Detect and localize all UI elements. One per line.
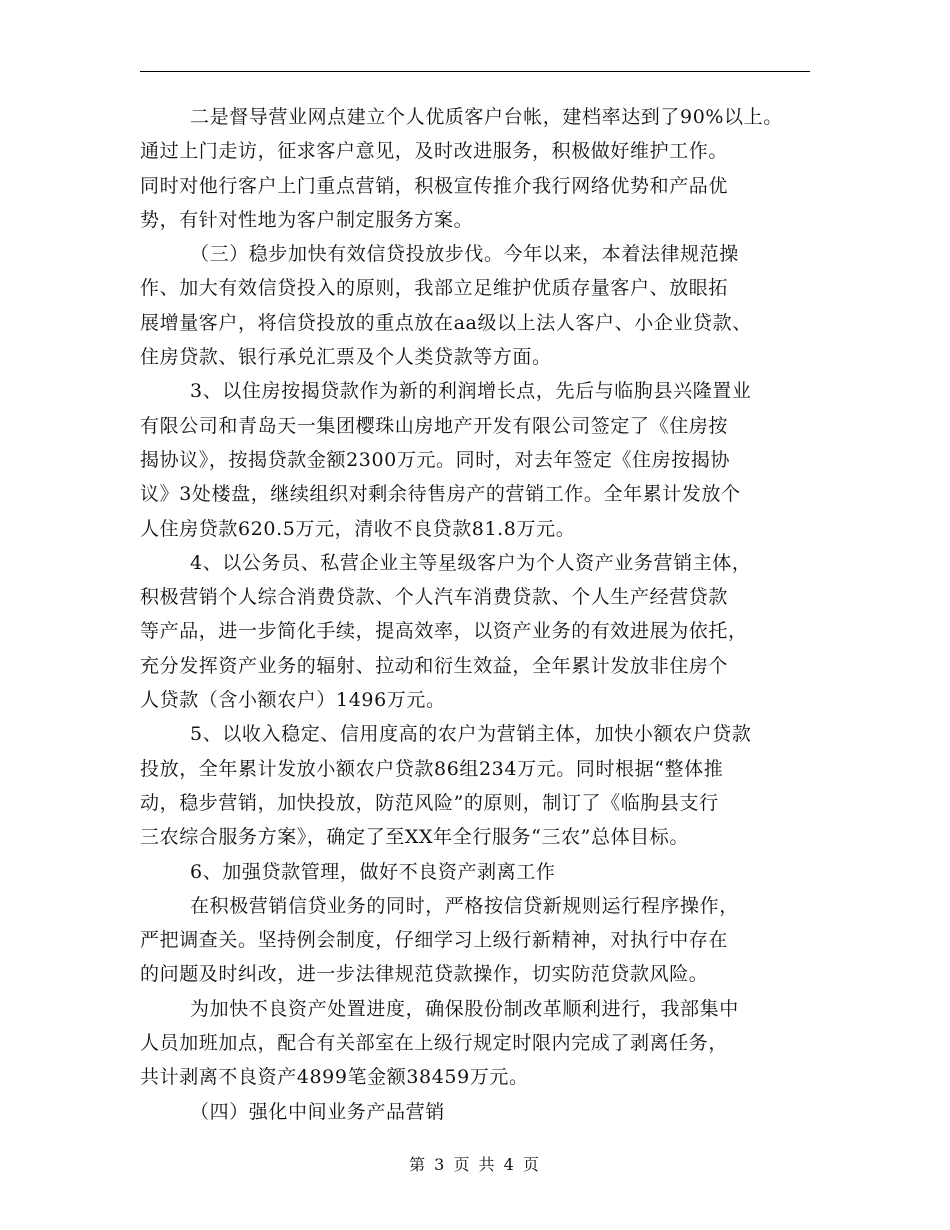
header-rule bbox=[140, 71, 810, 72]
text-line: 为加快不良资产处置进度，确保股份制改革顺利进行，我部集中 bbox=[190, 997, 739, 1020]
text-line: 在积极营销信贷业务的同时，严格按信贷新规则运行程序操作， bbox=[190, 894, 739, 917]
text-line: 作、加大有效信贷投入的原则，我部立足维护优质存量客户、放眼拓 bbox=[140, 277, 729, 300]
text-line: 充分发挥资产业务的辐射、拉动和衍生效益，全年累计发放非住房个 bbox=[140, 654, 729, 677]
text-line: 同时对他行客户上门重点营销，积极宣传推介我行网络优势和产品优 bbox=[140, 174, 729, 197]
text-line: 动，稳步营销，加快投放，防范风险”的原则，制订了《临朐县支行 bbox=[140, 791, 719, 814]
text-line: 的问题及时纠改，进一步法律规范贷款操作，切实防范贷款风险。 bbox=[140, 963, 709, 986]
text-line: 共计剥离不良资产4899笔金额38459万元。 bbox=[140, 1066, 529, 1089]
page-footer: 第 3 页 共 4 页 bbox=[409, 1155, 541, 1174]
text-line: 有限公司和青岛天一集团樱珠山房地产开发有限公司签定了《住房按 bbox=[140, 414, 729, 437]
text-line: 积极营销个人综合消费贷款、个人汽车消费贷款、个人生产经营贷款 bbox=[140, 586, 729, 609]
text-line: （四）强化中间业务产品营销 bbox=[190, 1100, 445, 1123]
text-line: 6、加强贷款管理，做好不良资产剥离工作 bbox=[190, 860, 556, 883]
text-line: 展增量客户，将信贷投放的重点放在aa级以上法人客户、小企业贷款、 bbox=[140, 311, 752, 334]
text-line: 议》3处楼盘，继续组织对剩余待售房产的营销工作。全年累计发放个 bbox=[140, 483, 741, 506]
text-line: 势，有针对性地为客户制定服务方案。 bbox=[140, 208, 474, 231]
text-line: 揭协议》，按揭贷款金额2300万元。同时，对去年签定《住房按揭协 bbox=[140, 448, 731, 471]
text-line: 投放，全年累计发放小额农户贷款86组234万元。同时根据“整体推 bbox=[140, 757, 724, 780]
text-line: 二是督导营业网点建立个人优质客户台帐，建档率达到了90%以上。 bbox=[190, 106, 783, 128]
text-line: 4、以公务员、私营企业主等星级客户为个人资产业务营销主体， bbox=[190, 551, 752, 574]
document-body bbox=[140, 100, 840, 1129]
text-line: 等产品，进一步简化手续，提高效率，以资产业务的有效进展为依托， bbox=[140, 620, 748, 643]
text-line: 三农综合服务方案》，确定了至XX年全行服务“三农”总体目标。 bbox=[140, 826, 689, 849]
text-line: 3、以住房按揭贷款作为新的利润增长点，先后与临朐县兴隆置业 bbox=[190, 380, 752, 403]
text-line: 通过上门走访，征求客户意见，及时改进服务，积极做好维护工作。 bbox=[140, 140, 729, 163]
text-line: 人员加班加点，配合有关部室在上级行规定时限内完成了剥离任务， bbox=[140, 1032, 729, 1055]
text-line: 5、以收入稳定、信用度高的农户为营销主体，加快小额农户贷款 bbox=[190, 723, 752, 746]
text-line: 住房贷款、银行承兑汇票及个人类贷款等方面。 bbox=[140, 346, 552, 369]
text-line: 严把调查关。坚持例会制度，仔细学习上级行新精神，对执行中存在 bbox=[140, 929, 729, 952]
text-line: （三）稳步加快有效信贷投放步伐。今年以来，本着法律规范操 bbox=[190, 243, 739, 266]
text-line: 人贷款（含小额农户）1496万元。 bbox=[140, 689, 446, 712]
text-line: 人住房贷款620.5万元，清收不良贷款81.8万元。 bbox=[140, 517, 576, 540]
